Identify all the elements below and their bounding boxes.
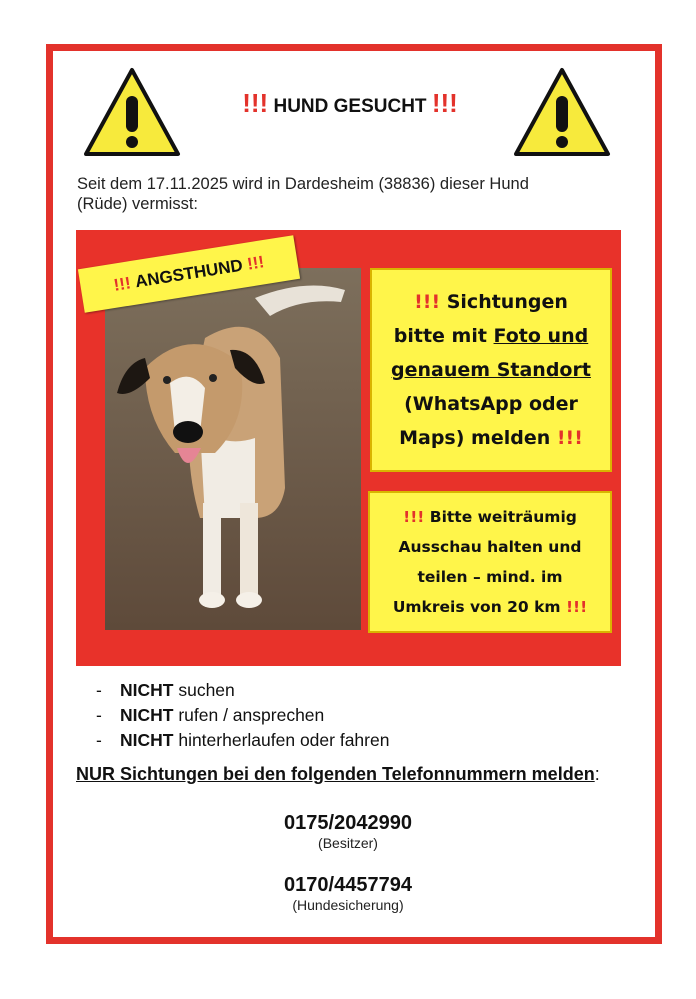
- rules-list: [96, 678, 389, 753]
- exclaim: !!!: [403, 508, 425, 526]
- rule-item: [96, 703, 389, 728]
- title-text: HUND GESUCHT: [273, 96, 427, 117]
- phone-label: (Besitzer): [318, 835, 378, 851]
- warning-triangle-icon: [512, 66, 612, 158]
- rule-item: [96, 728, 389, 753]
- dash: -: [96, 680, 102, 700]
- tag-text: ANGSTHUND: [133, 255, 245, 292]
- box-line: teilen – mind. im: [417, 568, 563, 586]
- intro-line: Seit dem 17.11.2025 wird in Dardesheim (38836) dieser Hund: [77, 175, 529, 193]
- phone-label: (Hundesicherung): [292, 897, 404, 913]
- phone-entry: [0, 874, 696, 913]
- exclaim: !!!: [112, 273, 133, 295]
- box-line: bitte mit: [393, 325, 494, 347]
- intro-text: [77, 174, 637, 214]
- box-line: Sichtungen: [446, 291, 568, 313]
- box-line: Ausschau halten und: [398, 538, 582, 556]
- exclaim: !!!: [565, 598, 588, 616]
- exclaim: !!!: [242, 88, 269, 118]
- exclaim: !!!: [245, 252, 266, 274]
- box-line: Umkreis von 20 km: [392, 598, 561, 616]
- rule-text: hinterherlaufen oder fahren: [173, 730, 390, 750]
- exclaim: !!!: [431, 88, 458, 118]
- exclaim: !!!: [414, 291, 441, 313]
- colon: :: [594, 764, 600, 784]
- dash: -: [96, 705, 102, 725]
- sighting-instructions-box: [370, 268, 612, 472]
- box-line-underlined: genauem Standort: [391, 359, 591, 381]
- rule-item: [96, 678, 389, 703]
- contact-heading: [76, 763, 636, 786]
- share-instructions-box: [368, 491, 612, 633]
- box-line: (WhatsApp oder: [404, 393, 578, 415]
- dog-photo: [105, 268, 361, 630]
- phone-number[interactable]: 0170/4457794: [284, 874, 412, 896]
- phone-number[interactable]: 0175/2042990: [284, 812, 412, 834]
- rule-bold: NICHT: [120, 730, 174, 750]
- page-title: [200, 88, 500, 119]
- dash: -: [96, 730, 102, 750]
- box-line: Bitte weiträumig: [429, 508, 577, 526]
- rule-text: suchen: [173, 680, 235, 700]
- contact-heading-text: NUR Sichtungen bei den folgenden Telefonnummern melden: [76, 764, 595, 784]
- box-line-underlined: Foto und: [493, 325, 589, 347]
- rule-text: rufen / ansprechen: [173, 705, 325, 725]
- warning-triangle-icon: [82, 66, 182, 158]
- intro-line: (Rüde) vermisst:: [77, 195, 199, 213]
- box-line: Maps) melden: [399, 427, 551, 449]
- rule-bold: NICHT: [120, 705, 174, 725]
- rule-bold: NICHT: [120, 680, 174, 700]
- phone-entry: [0, 812, 696, 851]
- exclaim: !!!: [556, 427, 583, 449]
